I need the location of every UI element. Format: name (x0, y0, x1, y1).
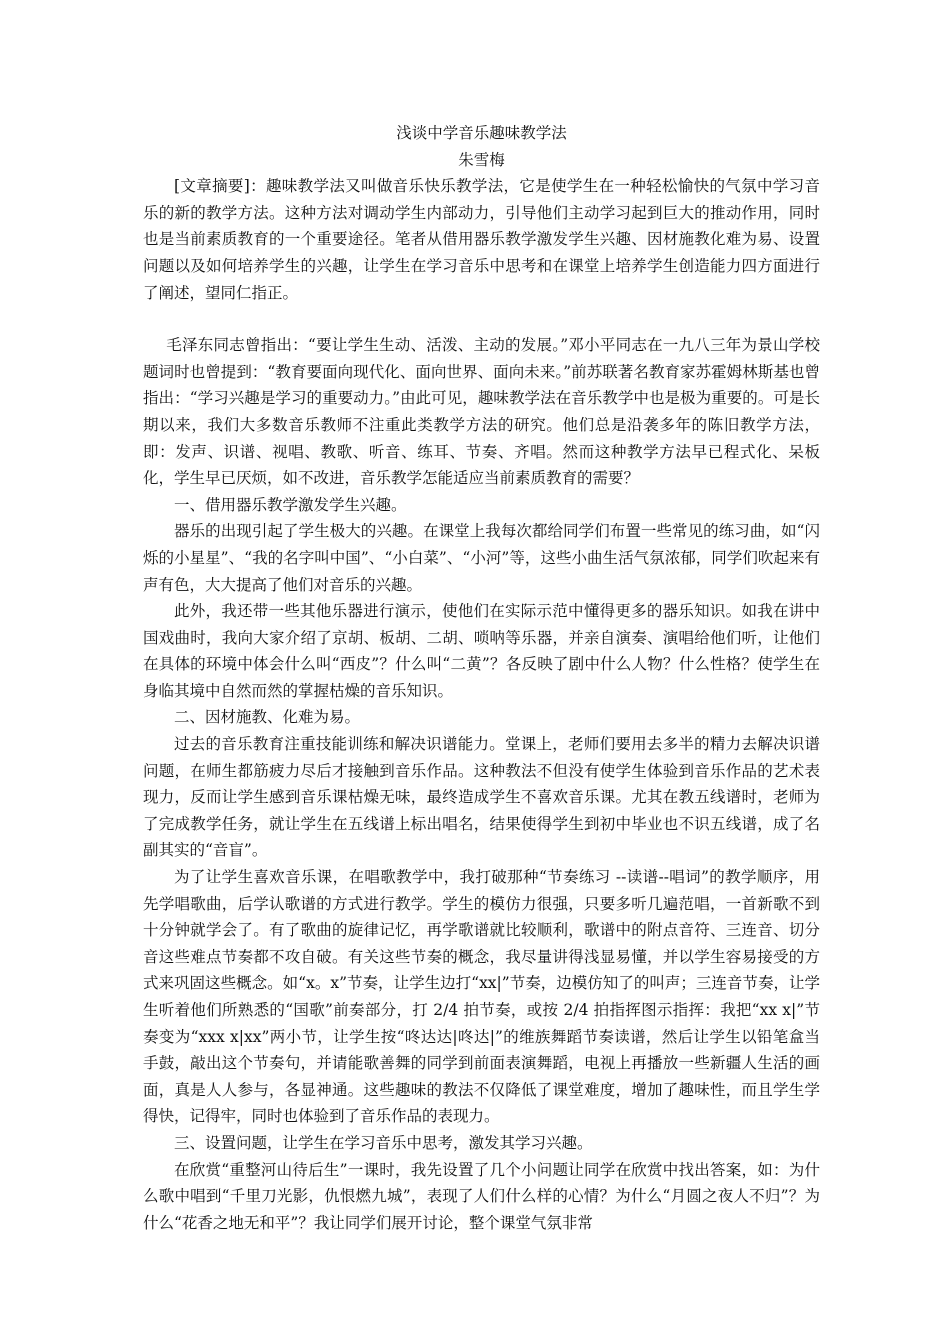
document-title: 浅谈中学音乐趣味教学法 (396, 124, 567, 142)
body-paragraph: 在欣赏“重整河山待后生”一课时，我先设置了几个小问题让同学在欣赏中找出答案，如：为什么歌中唱到“千里刀光影，仇恨燃九城”，表现了人们什么样的心情？为什么“月圆之夜人不归”？为什么“花香之地无和平”？我让同学们展开讨论，整个课堂气氛非常 (143, 1160, 820, 1232)
section-heading-3: 三、设置问题，让学生在学习音乐中思考，激发其学习兴趣。 (174, 1133, 593, 1152)
body-paragraph: 器乐的出现引起了学生极大的兴趣。在课堂上我每次都给同学们布置一些常见的练习曲，如“闪烁的小星星”、“我的名字叫中国”、“小白菜”、“小河”等，这些小曲生活气氛浓郁，同学们吹起来有声有色，大大提高了他们对音乐的兴趣。 (143, 522, 820, 594)
section-heading-2: 二、因材施教、化难为易。 (174, 708, 361, 727)
section-heading-1: 一、借用器乐教学激发学生兴趣。 (174, 495, 407, 514)
abstract-paragraph: [文章摘要]：趣味教学法又叫做音乐快乐教学法，它是使学生在一种轻松愉快的气氛中学习音乐的新的教学方法。这种方法对调动学生内部动力，引导他们主动学习起到巨大的推动作用，同时也是当前素质教育的一个重要途径。笔者从借用器乐教学激发学生兴趣、因材施教化难为易、设置问题以及如何培养学生的兴趣，让学生在学习音乐中思考和在课堂上培养学生创造能力四方面进行了阐述，望同仁指正。 (143, 177, 820, 302)
body-paragraph: 为了让学生喜欢音乐课，在唱歌教学中，我打破那种“节奏练习 --读谱--唱词”的教学顺序，用先学唱歌曲，后学认歌谱的方式进行教学。学生的模仿力很强，只要多听几遍范唱，一首新歌不到十分钟就学会了。有了歌曲的旋律记忆，再学歌谱就比较顺利，歌谱中的附点音符、三连音、切分音这些难点节奏都不攻自破。有关这些节奏的概念，我尽量讲得浅显易懂，并以学生容易接受的方式来巩固这些概念。如“x。x”节奏，让学生边打“xx|”节奏，边模仿知了的叫声；三连音节奏，让学生听着他们所熟悉的“国歌”前奏部分，打 2/4 拍节奏，或按 2/4 拍指挥图示指挥：我把“xx x|”节奏变为“xxx x|xx”两小节，让学生按“咚达达|咚达|”的维族舞蹈节奏读谱，然后让学生以铅笔盒当手鼓，敲出这个节奏句，并请能歌善舞的同学到前面表演舞蹈，电视上再播放一些新疆人生活的画面，真是人人参与，各显神通。这些趣味的教法不仅降低了课堂难度，增加了趣味性，而且学生学得快，记得牢，同时也体验到了音乐作品的表现力。 (143, 868, 820, 1126)
body-paragraph: 毛泽东同志曾指出：“要让学生生动、活泼、主动的发展。”邓小平同志在一九八三年为景山学校题词时也曾提到：“教育要面向现代化、面向世界、面向未来。”前苏联著名教育家苏霍姆林斯基也曾指出：“学习兴趣是学习的重要动力。”由此可见，趣味教学法在音乐教学中也是极为重要的。可是长期以来，我们大多数音乐教师不注重此类教学方法的研究。他们总是沿袭多年的陈旧教学方法，即：发声、识谱、视唱、教歌、听音、练耳、节奏、齐唱。然而这种教学方法早已程式化、呆板化，学生早已厌烦，如不改进，音乐教学怎能适应当前素质教育的需要？ (143, 336, 820, 488)
body-paragraph: 过去的音乐教育注重技能训练和解决识谱能力。堂课上，老师们要用去多半的精力去解决识谱问题，在师生都筋疲力尽后才接触到音乐作品。这种教法不但没有使学生体验到音乐作品的艺术表现力，反而让学生感到音乐课枯燥无味，最终造成学生不喜欢音乐课。尤其在教五线谱时，老师为了完成教学任务，就让学生在五线谱上标出唱名，结果使得学生到初中毕业也不识五线谱，成了名副其实的“音盲”。 (143, 735, 820, 860)
paragraph-spacer (143, 306, 820, 332)
document-author: 朱雪梅 (458, 150, 505, 169)
body-paragraph: 此外，我还带一些其他乐器进行演示，使他们在实际示范中懂得更多的器乐知识。如我在讲中国戏曲时，我向大家介绍了京胡、板胡、二胡、唢呐等乐器，并亲自演奏、演唱给他们听，让他们在具体的环境中体会什么叫“西皮”？什么叫“二黄”？各反映了剧中什么人物？什么性格？使学生在身临其境中自然而然的掌握枯燥的音乐知识。 (143, 602, 820, 700)
document-page (143, 120, 820, 1236)
